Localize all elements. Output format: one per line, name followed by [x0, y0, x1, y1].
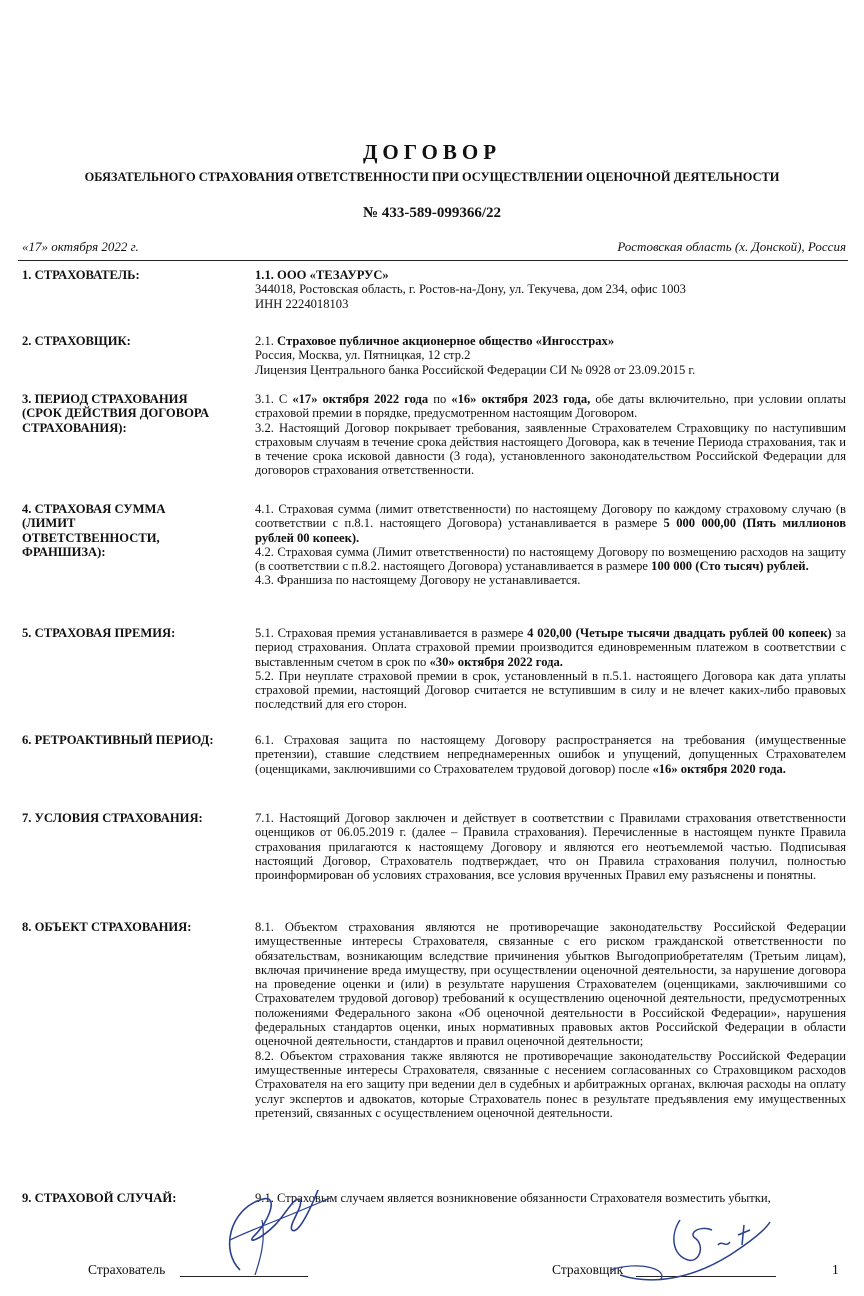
section-label: 4. СТРАХОВАЯ СУММА (ЛИМИТ ОТВЕТСТВЕННОСТИ, ФРАНШИЗА):	[22, 502, 166, 559]
insured-inn: ИНН 2224018103	[255, 296, 349, 311]
section-label: 2. СТРАХОВЩИК:	[22, 334, 131, 348]
section-insured	[22, 268, 846, 311]
clause-5-2: 5.2. При неуплате страховой премии в срок, установленный в п.5.1. настоящего Договора как дата уплаты страховой премии, настоящий Договор считается не вступившим в силу и не влечет каких-либо правовых последствий для его сторон.	[255, 668, 846, 712]
insurer-signature-icon	[600, 1200, 790, 1290]
section-premium	[22, 626, 846, 712]
section-body	[255, 920, 846, 1120]
clause-4-3: 4.3. Франшиза по настоящему Договору не устанавливается.	[255, 573, 581, 588]
section-body	[255, 733, 846, 776]
insured-address: 344018, Ростовская область, г. Ростов-на-Дону, ул. Текучева, дом 234, офис 1003	[255, 282, 686, 297]
section-label: 9. СТРАХОВОЙ СЛУЧАЙ:	[22, 1191, 177, 1205]
section-insurance-terms	[22, 811, 846, 882]
clause-8-2: 8.2. Объектом страхования также являются не противоречащие законодательству Российской Федерации имущественные интересы Страхователя, связанные с несением согласованных со Страховщиком расходов Страхователя на его защиту при ведении дел в судебных и арбитражных органах, включая расходы на оплату услуг экспертов и адвокатов, которые Страхователь понес в результате предъявления ему имущественных претензий, связанных с осуществлением оценочной деятельности.	[255, 1048, 846, 1120]
header-divider	[18, 260, 848, 261]
section-retroactive-period	[22, 733, 846, 776]
section-insurer	[22, 334, 846, 377]
clause-3-2: 3.2. Настоящий Договор покрывает требования, заявленные Страхователем Страховщику по наступившим страховым случаям в течение срока действия настоящего Договора, как в течение Периода страхования, так и в течение срока исковой давности (3 года), установленного законодательством Российской Федерации для договоров страхования ответственности.	[255, 420, 846, 478]
section-body	[255, 392, 846, 478]
insurer-name: Страховое публичное акционерное общество «Ингосстрах»	[277, 334, 615, 348]
section-body	[255, 502, 846, 588]
insured-signature-icon	[200, 1180, 340, 1280]
section-body: 2.1. Страховое публичное акционерное общество «Ингосстрах» Россия, Москва, ул. Пятницкая, 12 стр.2 Лицензия Центрального банка Российской Федерации СИ № 0928 от 23.09.2015 г.	[255, 334, 846, 377]
insured-name: 1.1. ООО «ТЕЗАУРУС»	[255, 268, 389, 282]
section-label: 7. УСЛОВИЯ СТРАХОВАНИЯ:	[22, 811, 203, 825]
section-sum-insured	[22, 502, 846, 588]
document-subtitle: ОБЯЗАТЕЛЬНОГО СТРАХОВАНИЯ ОТВЕТСТВЕННОСТИ ПРИ ОСУЩЕСТВЛЕНИИ ОЦЕНОЧНОЙ ДЕЯТЕЛЬНОСТИ	[84, 170, 780, 184]
clause-4-2: 4.2. Страховая сумма (Лимит ответственности) по настоящему Договору по возмещению расходов на защиту (в соответствии с п.8.2. настоящего Договора) устанавливается в размере 100 000 (Сто тысяч) рублей.	[255, 544, 846, 574]
section-label: 1. СТРАХОВАТЕЛЬ:	[22, 268, 140, 282]
section-label: 6. РЕТРОАКТИВНЫЙ ПЕРИОД:	[22, 733, 214, 747]
section-label: 8. ОБЪЕКТ СТРАХОВАНИЯ:	[22, 920, 192, 934]
document-title: ДОГОВОР	[362, 140, 502, 164]
contract-place: Ростовская область (х. Донской), Россия	[617, 239, 846, 254]
clause-9-1: 9.1. Страховым случаем является возникновение обязанности Страхователя возместить убытки,	[255, 1191, 771, 1205]
insurer-signature-label: Страховщик	[552, 1262, 624, 1277]
section-body	[255, 626, 846, 712]
clause-6-1: 6.1. Страховая защита по настоящему Договору распространяется на требования (имущественные претензии), ставшие следствием непреднамеренных ошибок и упущений, допущенных Страхователем (оценщиками, заключившими со Страхователем трудовой договор) после «16» октября 2020 года.	[255, 733, 846, 776]
clause-3-1: 3.1. С «17» октября 2022 года по «16» октября 2023 года, обе даты включительно, при условии оплаты страховой премии в порядке, предусмотренном настоящим Договором.	[255, 392, 846, 421]
insurer-address: Россия, Москва, ул. Пятницкая, 12 стр.2	[255, 348, 471, 363]
clause-7-1: 7.1. Настоящий Договор заключен и действует в соответствии с Правилами страхования ответственности оценщиков от 06.05.2019 г. (далее – Правила страхования). Перечисленные в настоящем пункте Правила страхования прилагаются к настоящему Договору и являются его неотъемлемой частью. Подписывая настоящий Договор, Страхователь подтверждает, что он Правила страхования получил, полностью проинформирован об условиях страхования, все условия врученных Правил ему разъяснены и понятны.	[255, 811, 846, 883]
page-number: 1	[832, 1262, 839, 1277]
section-body	[255, 268, 846, 311]
clause-8-1: 8.1. Объектом страхования являются не противоречащие законодательству Российской Федерации имущественные интересы Страхователя, связанные с его риском гражданской ответственности по обязательствам, возникающим вследствие причинения убытков Выгодоприобретателям (Третьим лицам), включая причинение вреда имуществу, при осуществлении оценочной деятельности, за нарушение договора на проведение оценки и (или) в результате нарушения Страхователем (оценщиками, заключившими со Страхователем трудовой договор) требований к осуществлению оценочной деятельности, предусмотренных положениями Федерального закона «Об оценочной деятельности в Российской Федерации», нарушения федеральных стандартов оценки, иных нормативных правовых актов Российской Федерации в области оценочной деятельности, стандартов и правил оценочной деятельности;	[255, 920, 846, 1049]
clause-5-1: 5.1. Страховая премия устанавливается в размере 4 020,00 (Четыре тысячи двадцать рублей 00 копеек) за период страхования. Оплата страховой премии производится единовременным платежом в соответствии с выставленным счетом в срок по «30» октября 2022 года.	[255, 626, 846, 669]
section-insurance-period	[22, 392, 846, 478]
section-body	[255, 811, 846, 882]
insurer-license: Лицензия Центрального банка Российской Федерации СИ № 0928 от 23.09.2015 г.	[255, 362, 696, 377]
clause-4-1: 4.1. Страховая сумма (лимит ответственности) по настоящему Договору по каждому страховому случаю (в соответствии с п.8.1. настоящего Договора) устанавливается в размере 5 000 000,00 (Пять миллионов рублей 00 копеек).	[255, 502, 847, 545]
section-label: 3. ПЕРИОД СТРАХОВАНИЯ (СРОК ДЕЙСТВИЯ ДОГОВОРА СТРАХОВАНИЯ):	[22, 392, 210, 435]
section-insurance-object	[22, 920, 846, 1120]
section-label: 5. СТРАХОВАЯ ПРЕМИЯ:	[22, 626, 176, 640]
contract-number: № 433-589-099366/22	[363, 205, 501, 221]
contract-date: «17» октября 2022 г.	[22, 239, 139, 254]
insured-signature-label: Страхователь	[88, 1262, 166, 1277]
